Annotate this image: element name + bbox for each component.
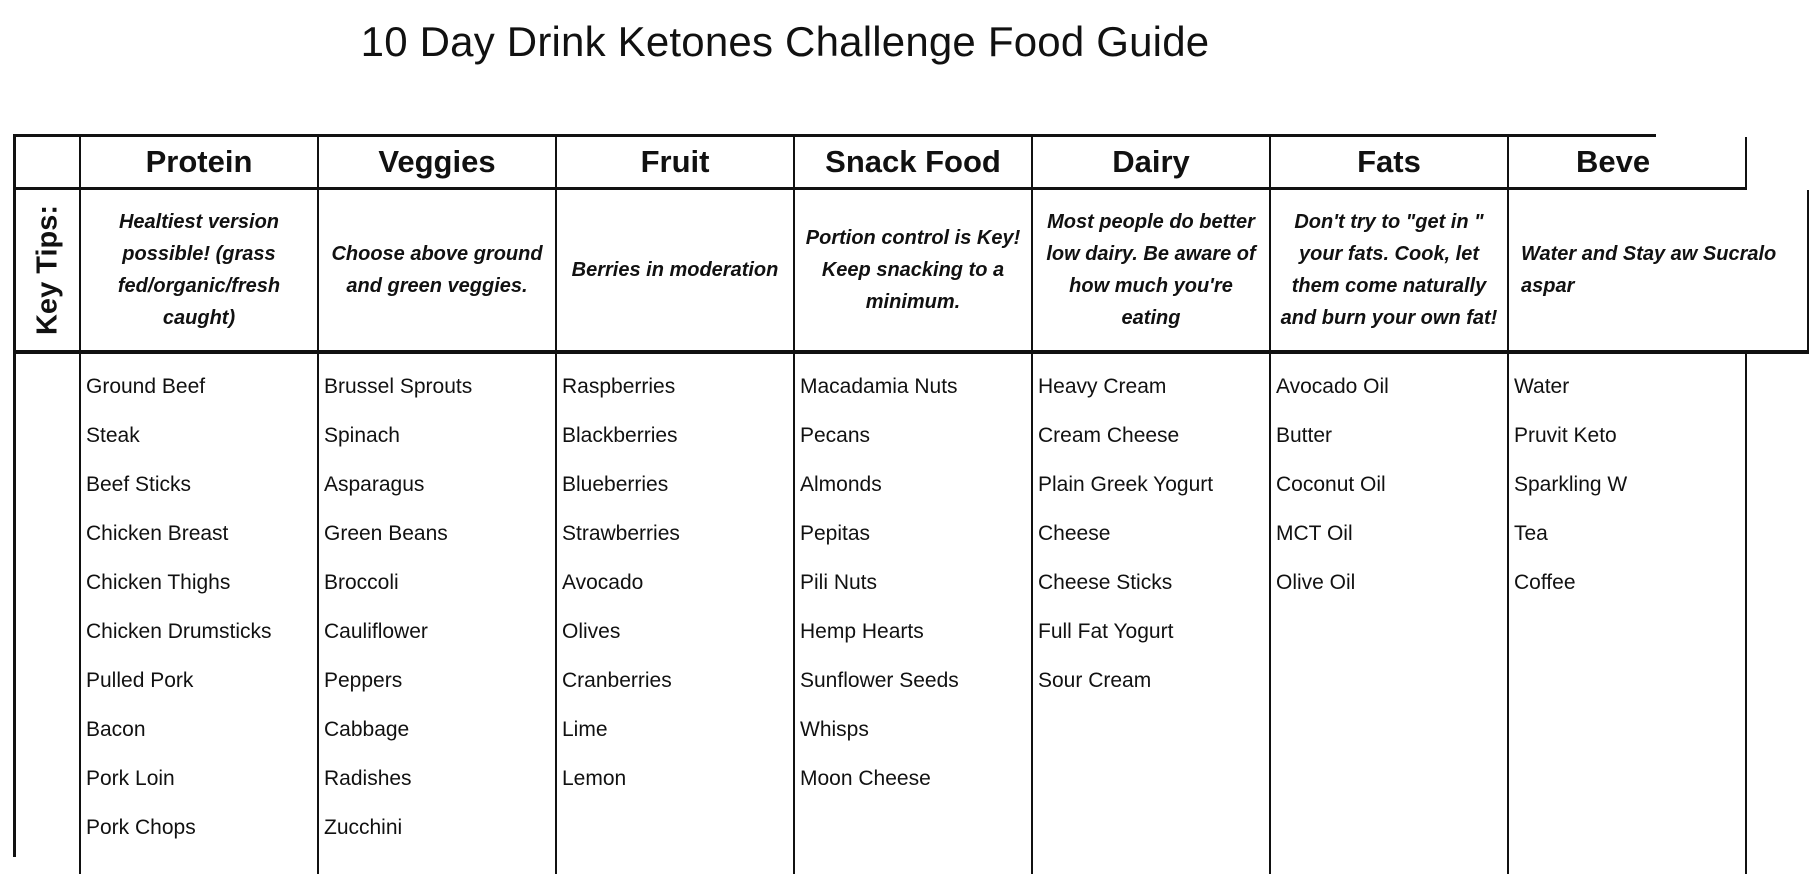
list-item: Plain Greek Yogurt	[1038, 473, 1214, 496]
list-item: Broccoli	[324, 571, 399, 594]
list-item: Almonds	[800, 473, 882, 496]
list-item: Blackberries	[562, 424, 678, 447]
items-beverages	[1509, 354, 1747, 874]
list-item: Radishes	[324, 767, 412, 790]
list-item: Ground Beef	[86, 375, 206, 398]
tip-dairy: Most people do better low dairy. Be aware of how much you're eating	[1033, 190, 1271, 350]
list-item: Lime	[562, 718, 608, 741]
items-row	[16, 354, 1747, 874]
corner-cell	[16, 137, 81, 187]
tip-veggies: Choose above ground and green veggies.	[319, 190, 557, 350]
page-title: 10 Day Drink Ketones Challenge Food Guide	[360, 18, 1210, 65]
list-item: Hemp Hearts	[800, 620, 924, 643]
column-header-beverages: Beve	[1509, 137, 1747, 187]
items-snack-food	[795, 354, 1033, 874]
list-item: Olive Oil	[1276, 571, 1356, 594]
list-item: Peppers	[324, 669, 403, 692]
list-item: Coffee	[1514, 571, 1576, 594]
list-item: Asparagus	[324, 473, 425, 496]
list-item: Strawberries	[562, 522, 680, 545]
list-item: Sour Cream	[1038, 669, 1152, 692]
list-item: Moon Cheese	[800, 767, 931, 790]
list-item: Sparkling W	[1514, 473, 1628, 496]
list-item: Olives	[562, 620, 621, 643]
list-item: Coconut Oil	[1276, 473, 1386, 496]
list-item: Spinach	[324, 424, 400, 447]
column-header-snack-food: Snack Food	[795, 137, 1033, 187]
items-spacer-cell	[16, 354, 81, 874]
list-item: Water	[1514, 375, 1570, 398]
list-item: Tea	[1514, 522, 1548, 545]
list-item: Zucchini	[324, 816, 403, 839]
tip-beverages: Water and Stay aw Sucralo aspar	[1509, 190, 1809, 350]
items-fats	[1271, 354, 1509, 874]
tip-fruit: Berries in moderation	[557, 190, 795, 350]
list-item: Pecans	[800, 424, 871, 447]
food-guide-table	[13, 134, 1777, 857]
list-item: Green Beans	[324, 522, 448, 545]
list-item: Chicken Breast	[86, 522, 229, 545]
list-item: Steak	[86, 424, 140, 447]
list-item: Pork Loin	[86, 767, 175, 790]
key-tips-row	[16, 190, 1809, 354]
list-item: Cranberries	[562, 669, 672, 692]
list-item: Brussel Sprouts	[324, 375, 473, 398]
column-header-protein: Protein	[81, 137, 319, 187]
key-tips-cell	[16, 190, 81, 350]
list-item: Cabbage	[324, 718, 410, 741]
list-item: Pepitas	[800, 522, 871, 545]
list-item: Pork Chops	[86, 816, 196, 839]
column-header-fats: Fats	[1271, 137, 1509, 187]
items-veggies	[319, 354, 557, 874]
list-item: MCT Oil	[1276, 522, 1353, 545]
list-item: Cheese	[1038, 522, 1111, 545]
list-item: Chicken Thighs	[86, 571, 231, 594]
list-item: Pruvit Keto	[1514, 424, 1617, 447]
tip-snack-food: Portion control is Key! Keep snacking to a minimum.	[795, 190, 1033, 350]
list-item: Butter	[1276, 424, 1333, 447]
list-item: Sunflower Seeds	[800, 669, 959, 692]
items-dairy	[1033, 354, 1271, 874]
header-row	[16, 137, 1747, 190]
tip-fats: Don't try to "get in " your fats. Cook, let them come naturally and burn your own fat!	[1271, 190, 1509, 350]
list-item: Bacon	[86, 718, 146, 741]
column-header-dairy: Dairy	[1033, 137, 1271, 187]
list-item: Raspberries	[562, 375, 676, 398]
column-header-veggies: Veggies	[319, 137, 557, 187]
list-item: Avocado Oil	[1276, 375, 1389, 398]
list-item: Chicken Drumsticks	[86, 620, 272, 643]
items-fruit	[557, 354, 795, 874]
list-item: Blueberries	[562, 473, 669, 496]
key-tips-label: Key Tips:	[31, 204, 63, 336]
column-header-fruit: Fruit	[557, 137, 795, 187]
list-item: Whisps	[800, 718, 869, 741]
tip-protein: Healtiest version possible! (grass fed/organic/fresh caught)	[81, 190, 319, 350]
list-item: Pili Nuts	[800, 571, 878, 594]
list-item: Heavy Cream	[1038, 375, 1167, 398]
list-item: Macadamia Nuts	[800, 375, 958, 398]
list-item: Cream Cheese	[1038, 424, 1180, 447]
list-item: Cheese Sticks	[1038, 571, 1173, 594]
list-item: Lemon	[562, 767, 627, 790]
list-item: Cauliflower	[324, 620, 428, 643]
list-item: Avocado	[562, 571, 644, 594]
list-item: Full Fat Yogurt	[1038, 620, 1174, 643]
list-item: Pulled Pork	[86, 669, 194, 692]
items-protein	[81, 354, 319, 874]
list-item: Beef Sticks	[86, 473, 192, 496]
